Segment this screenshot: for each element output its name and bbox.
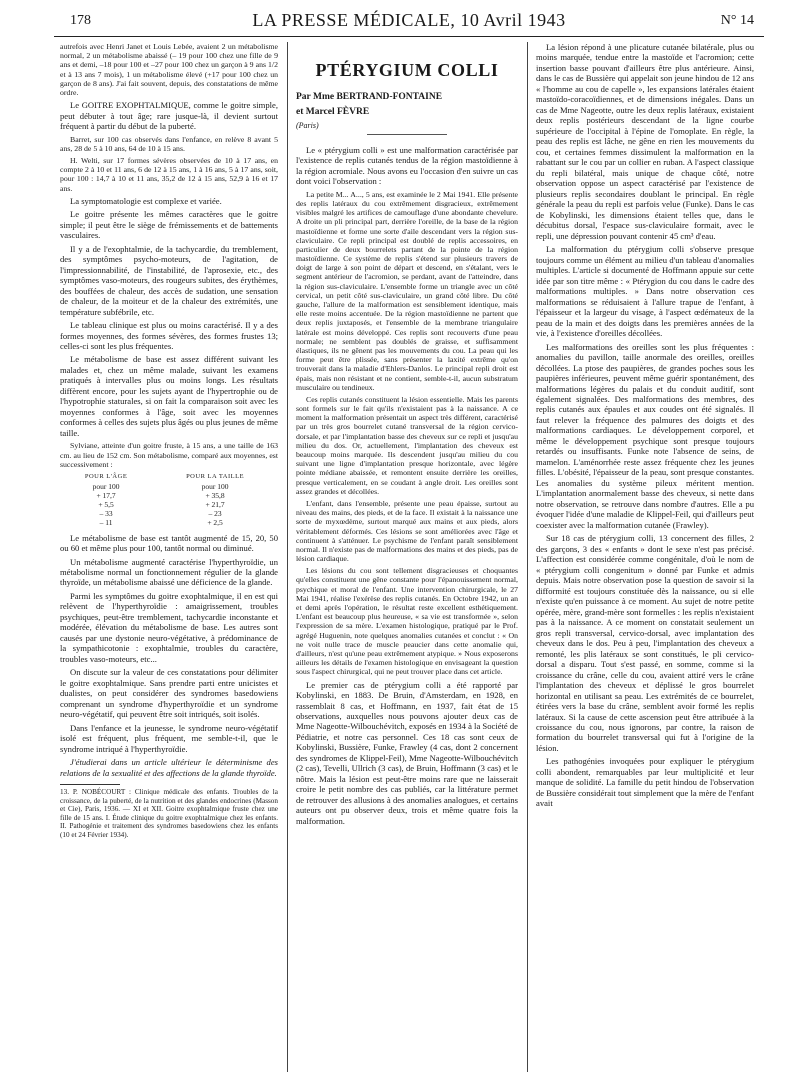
table-row (60, 518, 278, 527)
article-title: PTÉRYGIUM COLLI (315, 60, 499, 80)
paragraph: Un métabolisme augmenté caractérise l'hyperthyroïdie, un métabolisme normal un fonctionnement régulier de la glande thyroïde, un métabolisme abaissé une déficience de la glande. (60, 556, 278, 588)
section-rule (367, 134, 447, 135)
table-cell: – 11 (99, 518, 113, 528)
column-divider-left (287, 42, 288, 1072)
paragraph: La malformation du ptérygium colli s'observe presque toujours comme un élément au milieu d'un tableau d'anomalies multiples. L'article si documenté de Hoffmann appuie sur cette idée par son titre même : « Ptérygion du cou dans le cadre des malformations multiples. » Dans notre observation ces malformations se réduisaient à l'allure trapue de l'enfant, à l'épaisseur et la largeur du visage, à l'aspect œdémateux de la peau de la main et des doigts dans les premières années de la vie, à l'existence d'oreilles décollées. (536, 244, 754, 339)
table-row (60, 482, 278, 491)
paragraph: Le goitre présente les mêmes caractères que le goitre simple; il peut être le siège de frémissements et de battements vasculaires. (60, 209, 278, 241)
paragraph: Dans l'enfance et la jeunesse, le syndrome neuro-végétatif isolé est fréquent, plus fréquent, me semble-t-il, que le syndrome intriqué à l'hyperthyroïdie. (60, 722, 278, 754)
paragraph: Le métabolisme de base est assez différent suivant les malades et, chez un même malade, suivant les examens pratiqués à intervalles plus ou moins longs. Les résultats diffèrent encore, pour les sujets ayant de l'hypertrophie ou de l'hypotrophie staturales, si on fait la comparaison soit avec les moyennes conformes à l'âge, soit avec les moyennes conformes à celles des sujets plus âgés ou plus jeunes de même taille. (60, 354, 278, 438)
table-cell: – 33 (99, 509, 113, 519)
paragraph: Parmi les symptômes du goitre exophtalmique, il en est qui relèvent de l'hyperthyroïdie : amaigrissement, troubles psychiques, peut-être tremblement, tachycardie inconstante et modérée, élévation du métabolisme de base. Les autres sont causés par une dystonie neuro-végétative, à prédominance de la sympathicotonie : exophtalmie, troubles du caractère, troubles vaso-moteurs, etc... (60, 590, 278, 664)
table-row (60, 491, 278, 500)
page-header (54, 8, 764, 38)
table-cell: pour 100 (92, 481, 120, 491)
paragraph: Le tableau clinique est plus ou moins caractérisé. Il y a des formes moyennes, des formes sévères, des formes frustes 13; celles-ci sont les plus fréquentes. (60, 320, 278, 351)
paragraph: H. Welti, sur 17 formes sévères observées de 10 à 17 ans, en compte 2 à 10 et 11 ans, 6 de 12 à 15 ans, 1 à 16 ans, 5 à 17 ans, soit, pour 100 : 14,7 à 10 et 11 ans, 35,2 de 12 à 15 ans, 52,9 à 16 et 17 ans. (60, 155, 278, 193)
table-header-size: POUR LA TAILLE (186, 472, 245, 480)
right-column (536, 42, 754, 1077)
table-cell: – 23 (208, 509, 222, 519)
table-row (60, 500, 278, 509)
table-cell: pour 100 (201, 481, 229, 491)
paragraph: L'enfant, dans l'ensemble, présente une peau épaisse, surtout au niveau des mains, des pieds, et de la face. Il existait à la naissance une sorte de myxœdème, surtout marqué aux mains et aux pieds, alors véritablement déformés. Ces lésions se sont améliorées avec l'âge et continuent à s'atténuer. Le psychisme de l'enfant paraît sensiblement normal. Il n'existe pas de malformations des mains et des pieds, pas de lésion cardiaque. (296, 498, 518, 564)
issue-number: N° 14 (720, 13, 754, 28)
table-cell: + 35,8 (205, 490, 225, 500)
metabolism-table (60, 472, 278, 528)
paragraph: Ces replis cutanés constituent la lésion essentielle. Mais les parents sont formels sur le fait qu'ils n'existaient pas à la naissance. A ce moment la malformation présentait un aspect très différent, caractérisé par un très gros bourrelet cutané transversal de la région cervico-dorsale, et par l'implantation basse des cheveux sur ce repli et jusqu'au milieu du dos. Or, actuellement, l'implantation des cheveux est beaucoup moins marquée. Ils descendent jusqu'au milieu du cou suivant une ligne d'implantation presque horizontale, avec légère pointe médiane abaissée, et remontent ensuite derrière les oreilles, presque verticalement, en se coudant à angle droit. Les oreilles sont assez grandes et décollées. (296, 394, 518, 496)
paragraph: Il y a de l'exophtalmie, de la tachycardie, du tremblement, des symptômes psycho-moteurs, de l'agitation, de l'impressionnabilité, de l'instabilité, de l'aprosexie, etc., des symptômes vaso-moteurs, des rougeurs subites, des érythèmes, des bouffées de chaleur, des accès de sudation, une sensation de chaleur, de la moiteur et de la chaleur des extrémités, une température subfébrile, etc. (60, 243, 278, 317)
footnote: 13. P. NOBÉCOURT : Clinique médicale des enfants. Troubles de la croissance, de la puberté, de la nutrition et des glandes endocrines (Masson et Cie), Paris, 1936. — XI et XII. Goitre exophtalmique fruste chez une fille de 15 ans. I. Étude clinique du goitre exophtalmique chez les enfants. II. Pathogénie et traitement des syndromes basedowiens chez les enfants (10 et 24 Février 1934). (60, 788, 278, 839)
paragraph: La symptomatologie est complexe et variée. (70, 195, 222, 206)
page-number: 178 (70, 13, 91, 28)
paragraph: Le GOITRE EXOPHTALMIQUE, comme le goitre simple, peut débuter à tout âge; rare jusque-là, il devient surtout fréquent à partir du début de la puberté. (60, 100, 278, 132)
table-cell: + 17,7 (96, 490, 116, 500)
middle-column (296, 42, 518, 1077)
table-row (60, 509, 278, 518)
running-title: LA PRESSE MÉDICALE, 10 Avril 1943 (252, 10, 566, 30)
paragraph: Le métabolisme de base est tantôt augmenté de 15, 20, 50 ou 60 et même plus pour 100, tantôt normal ou diminué. (60, 532, 278, 554)
byline-author-1: Par Mme BERTRAND-FONTAINE (296, 91, 443, 102)
paragraph: Les lésions du cou sont tellement disgracieuses et choquantes qu'elles constituent une gêne constante pour l'épanouissement normal, psychique et moral de l'enfant. Une intervention chirurgicale, le 27 Mai 1941, réalise l'exérèse des replis cutanés. En Octobre 1942, un an et demi après l'opération, le résultat reste excellent esthétiquement. L'enfant est beaucoup plus heureuse, « sa vie est transformée », selon l'expression de sa mère. L'examen histologique, pratiqué par le Prof. agrégé Huguenin, note quelques anomalies cutanées et conclut : « On ne voit nulle trace de muscle peaucier dans cette anomalie qui, d'ailleurs, n'est qu'une peau extrêmement atypique. » Nous exposerons ailleurs les détails de l'examen histologique en envisageant la question sous l'aspect chirurgical, qui ne peut trouver place dans cet article. (296, 566, 518, 677)
paragraph: Les malformations des oreilles sont les plus fréquentes : anomalies du pavillon, taille anormale des oreilles, oreilles décollées. La ptose des paupières, de grandes poches sous les paupières inférieures, peuvent même guérir spontanément, des malformations légères du palais et du conduit auditif, sont également signalées. Des malformations des membres, des replis cutanés aux épaules et aux coudes ont été signalés. Il faut relever la fréquence des palmures des doigts et des malformations cardiaques. Le développement corporel, et même le développement psychique sont presque toujours retardés ou insuffisants. Funke note l'absence de seins, de mamelon. L'aménorrhée reste assez fréquente chez les jeunes filles. L'obésité, l'épaisseur de la peau, sont presque constantes. Les anomalies du système pileux méritent mention. L'implantation anormalement basse des cheveux, si nette dans notre observation, se retrouve dans nombre d'autres. Elle a pu évoquer l'idée d'une maladie de Klippel-Feil, qui d'ailleurs peut coexister avec la malformation cutanée (Frawley). (536, 341, 754, 530)
paragraph: Le « ptérygium colli » est une malformation caractérisée par l'existence de replis cutanés tendus de la région mastoïdienne à la région acromiale. Nous avons eu l'occasion d'en suivre un cas dont voici l'observation : (296, 144, 518, 187)
paragraph: J'étudierai dans un article ultérieur le déterminisme des relations de la sexualité et des affections de la glande thyroïde. (60, 757, 278, 778)
paragraph: La petite M... A..., 5 ans, est examinée le 2 Mai 1941. Elle présente des replis latéraux du cou extrêmement disgracieux, extrêmement visibles malgré les artifices de camouflage d'une abondante chevelure. A droite un pli principal part, derrière l'oreille, de la base de la région mastoïdienne et forme une sorte d'aile descendant vers la région sus-claviculaire. Ce repli principal est doublé de replis accessoires, en particulier de deux bourrelets partant de la pointe de la région mastoïdienne. Ce système de replis s'étend sur plusieurs travers de doigt de large à son point de départ et descend, en s'étalant, vers le segment antérieur de l'acromion, se perdant, avant de l'atteindre, dans la région sus-claviculaire. L'ensemble forme un triangle avec un côté cervical, un petit côté sus-claviculaire, un grand côté libre. Du côté gauche, l'allure de la malformation est sensiblement identique, mais elle reste moins accentuée. De la région mastoïdienne ne partent que deux replis juxtaposés, et l'ensemble de la membrane triangulaire latérale est moins développé. Ces replis sont recouverts d'une peau normale; ne semblent pas doublés de graisse, et suffisamment élastiques, ils ne gênent pas les mouvements du cou. La peau qui les forme peut être plissée, sans présenter la laxité extrême qu'on trouverait dans la maladie d'Ehlers-Danlos. Le principal repli droit est épais, mais non résistant et ne contient, semble-t-il, aucun substratum musculaire ou tendineux. (296, 189, 518, 392)
column-divider-right (527, 42, 528, 1072)
paragraph: Sylviane, atteinte d'un goitre fruste, à 15 ans, a une taille de 163 cm. au lieu de 152 cm. Son métabolisme, comparé aux moyennes, est successivement : (60, 441, 278, 469)
paragraph: On discute sur la valeur de ces constatations pour délimiter le goitre exophtalmique. Sans prendre parti entre unicistes et dualistes, on peut considérer des syndromes basedowiens comprenant un syndrome d'hyperthyroïdie et un syndrome neuro-végétatif, qui peuvent être soit intriqués, soit isolés. (60, 667, 278, 720)
table-header-age: POUR L'ÂGE (84, 472, 128, 480)
paragraph: autrefois avec Henri Janet et Louis Lebée, avaient 2 un métabolisme normal, 2 un métabolisme abaissé (– 19 pour 100 chez une fille de 9 ans et demi, –18 pour 100 et –27 pour 100 chez un garçon à 9 ans 1/2 et à 13 ans 7 mois), 1 un métabolisme élevé (+17 pour 100 chez un garçon de 8 ans). J'ai fait souvent, depuis, des constatations de même ordre. (60, 42, 278, 97)
left-column (60, 42, 278, 1077)
header-rule (54, 36, 764, 37)
paragraph: Barret, sur 100 cas observés dans l'enfance, en relève 8 avant 5 ans, 28 de 5 à 10 ans, 64 de 10 à 15 ans. (60, 134, 278, 153)
paragraph: Sur 18 cas de ptérygium colli, 13 concernent des filles, 2 des garçons, 3 des « enfants » dont le sexe n'est pas précisé. L'affection est considérée comme congénitale, d'où le nom de « ptérygium colli congenitum » donné par Funke et admis depuis. Mais notre observation pose la question de savoir si la difformité est toujours constituée dès la naissance, ou si elle n'existe qu'en puissance à ce moment. Au sujet de notre petite opérée, mère, grand-mère sont formelles : les replis n'existaient pas à la naissance. A ce moment on constatait seulement un gros repli transversal, cervico-dorsal, avec implantation des cheveux dans le dos. Peu à peu, l'implantation des cheveux a remonté, les plis latéraux se sont constitués, le pli cervico-dorsal a disparu. Tout s'est passé, en somme, comme si la croissance du crâne, celle du cou, avaient attiré vers le crâne l'implantation des cheveux et déplissé le gros bourrelet horizontal en utilisant sa peau. Les extrémités de ce bourrelet, étirées vers la base du crâne, semblent avoir formé les replis latéraux. Si la cause de cette ascension peut être attribuée à la croissance du cou, nous ignorons, par contre, la raison de formation du bourrelet transversal qui fut à l'origine de la lésion. (536, 533, 754, 753)
paragraph: La lésion répond à une plicature cutanée bilatérale, plus ou moins marquée, tendue entre la mastoïde et l'acromion; cette insertion basse pouvant d'ailleurs être plus antérieure. Ainsi, dans le cas de Bussière qui appelait son jeune hindou de 12 ans « l'homme au cou de capelle », les expansions latérales étaient mastoïdo-coracoïdiennes, et de dimensions inégales. Dans un cas de Mme Nageotte, outre les deux replis latéraux, existaient deux replis postérieurs descendant de la ligne courbe supérieure de l'occipital à l'épine de l'omoplate. En règle, la peau des replis est lâche, ne gêne en rien les mouvements du cou, et certaines femmes dissimulent la malformation en la rabattant sur le cou par un collier en ruban. A l'aspect classique du repli bilatéral, mais unique de chaque côté, notre observation oppose un aspect caractérisé par l'existence de plusieurs replis secondaires doublant le principal. En règle générale la peau du repli est parfois velue (Funke). Dans le cas de Kobylinski, les dimensions étaient telles que, dans le décubitus dorsal, l'espace sus-claviculaire formait, avec le repli, une dépression pouvant contenir 45 cm³ d'eau. (536, 42, 754, 241)
table-cell: + 21,7 (205, 500, 225, 510)
byline-city: (Paris) (296, 121, 319, 131)
byline-author-2: et Marcel FÈVRE (296, 106, 370, 117)
table-cell: + 2,5 (207, 518, 223, 528)
table-cell: + 5,5 (98, 500, 114, 510)
paragraph: Le premier cas de ptérygium colli a été rapporté par Kobylinski, en 1883. De Bruin, d'Amsterdam, en 1928, en rassemblait 8 cas, et Hoffmann, en 1937, fait état de 15 observations, auxquelles nous pouvons ajouter deux cas de Mme Nageotte-Wilbouchévitch, exposés en 1934 à la Société de Pédiatrie, et notre cas personnel. Ces 18 cas sont ceux de Kobylinski, Bussière, Funke, Frawley (4 cas, dont 2 concernent des syndromes de Klippel-Feil), Mme Nageotte-Wilbouchévitch (2 cas), Tevelli, Ullrich (3 cas), de Bruin, Hoffmann (3 cas) et le nôtre. Mais la lésion est peut-être moins rare que ne laisserait croire le petit nombre des cas publiés, car la littérature permet de retrouver des allusions à des anomalies analogues, et certains auteurs ont pu observer deux, trois et même quatre fois la malformation. (296, 679, 518, 826)
paragraph: Les pathogénies invoquées pour expliquer le ptérygium colli abondent, remarquables par leur multiplicité et leur manque de solidité. La famille du petit hindou de l'observation de Bussière considérait tout simplement que la mère de l'enfant avait (536, 756, 754, 809)
footnote-rule (60, 784, 120, 785)
